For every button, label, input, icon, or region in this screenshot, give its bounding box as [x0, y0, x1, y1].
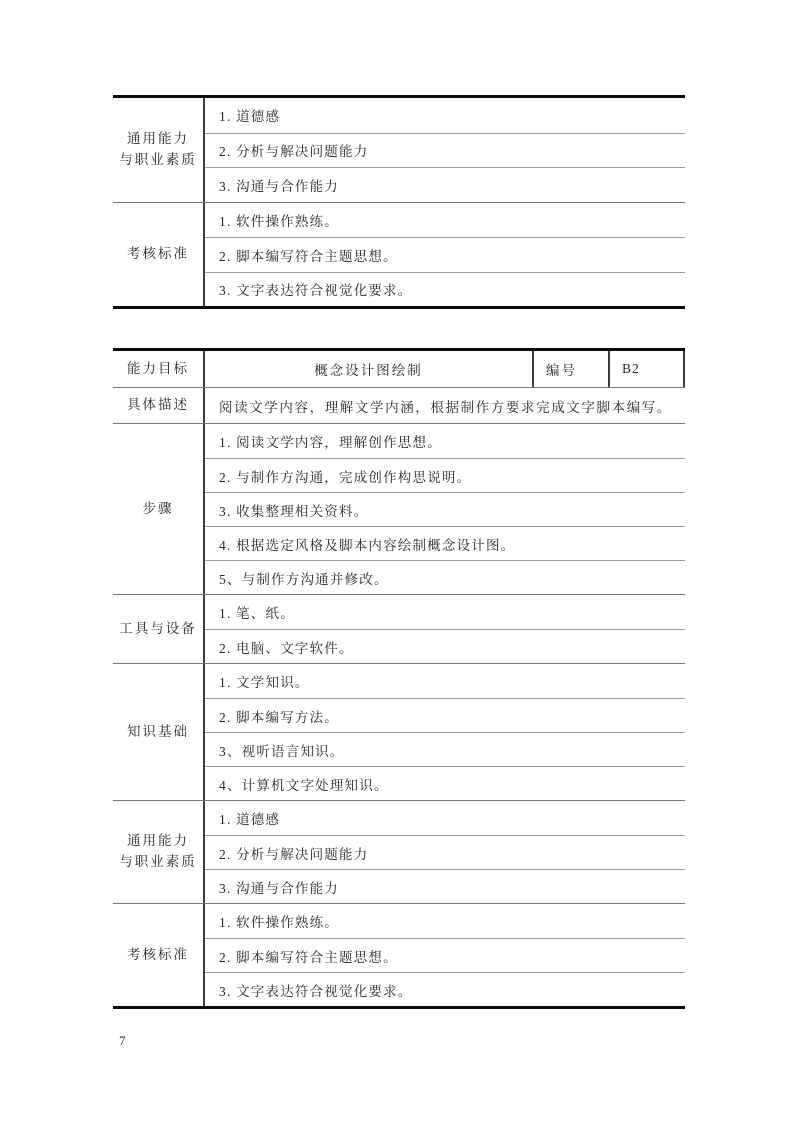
row-label-line: 步骤 [142, 500, 174, 516]
row-label-assessment-criteria [113, 904, 205, 1006]
row-label-line: 考核标准 [127, 245, 189, 261]
code-label: 编号 [532, 351, 608, 387]
row-items [205, 424, 685, 594]
row-group-assessment-criteria [113, 202, 685, 307]
row-items [205, 203, 685, 307]
list-item: 2. 分析与解决问题能力 [205, 133, 685, 168]
row-group-general-abilities [113, 98, 685, 202]
list-item: 4、计算机文字处理知识。 [205, 766, 685, 800]
ability-goal-label [113, 351, 205, 387]
row-group-steps [113, 423, 685, 594]
list-item: 3、视听语言知识。 [205, 732, 685, 766]
code-value: B2 [608, 351, 685, 387]
list-item: 3. 收集整理相关资料。 [205, 492, 685, 526]
row-label-assessment-criteria [113, 203, 205, 307]
list-item: 3. 沟通与合作能力 [205, 167, 685, 202]
description-text: 阅读文学内容，理解文学内涵，根据制作方要求完成文字脚本编写。 [219, 399, 672, 415]
list-item: 2. 与制作方沟通，完成创作构思说明。 [205, 458, 685, 492]
list-item: 1. 软件操作熟练。 [219, 915, 339, 930]
list-item: 1. 道德感 [219, 109, 281, 125]
row-label-line: 与职业素质 [119, 854, 197, 869]
competency-table-b2 [113, 348, 685, 1009]
row-label-steps [113, 424, 205, 594]
ability-goal-title: 概念设计图绘制 [314, 363, 423, 378]
list-item: 1. 道德感 [219, 812, 281, 827]
row-items [205, 801, 685, 903]
list-item: 3. 文字表达符合视觉化要求。 [205, 272, 685, 307]
row-label-line: 具体描述 [127, 397, 189, 413]
list-item: 5、与制作方沟通并修改。 [205, 560, 685, 594]
row-label-general-abilities [113, 98, 205, 202]
list-item: 2. 脚本编写符合主题思想。 [205, 237, 685, 272]
row-group-assessment-criteria [113, 903, 685, 1006]
table-header-row [113, 351, 685, 387]
list-item: 1. 软件操作熟练。 [219, 213, 339, 229]
row-items [205, 664, 685, 800]
list-item: 1. 文学知识。 [219, 675, 310, 690]
row-group-tools-equipment [113, 594, 685, 663]
row-label-tools-equipment [113, 595, 205, 663]
row-group-knowledge-base [113, 663, 685, 800]
page-number: 7 [119, 1033, 126, 1048]
row-label-line: 考核标准 [127, 946, 189, 962]
row-label-line: 通用能力 [127, 130, 189, 146]
competency-table-continued [113, 95, 685, 309]
row-label-line: 工具与设备 [119, 620, 197, 636]
list-item: 2. 脚本编写符合主题思想。 [205, 938, 685, 972]
list-item: 2. 分析与解决问题能力 [205, 835, 685, 869]
list-item: 2. 脚本编写方法。 [205, 698, 685, 732]
list-item: 4. 根据选定风格及脚本内容绘制概念设计图。 [205, 526, 685, 560]
description-label [113, 388, 205, 423]
row-items [205, 904, 685, 1006]
list-item: 1. 阅读文学内容，理解创作思想。 [219, 435, 442, 450]
row-label-line: 能力目标 [127, 360, 189, 376]
row-label-knowledge-base [113, 664, 205, 800]
row-label-line: 与职业素质 [119, 151, 197, 167]
row-group-general-abilities [113, 800, 685, 903]
list-item: 3. 文字表达符合视觉化要求。 [205, 972, 685, 1006]
list-item: 1. 笔、纸。 [219, 606, 295, 621]
row-label-general-abilities [113, 801, 205, 903]
row-label-line: 通用能力 [127, 833, 189, 849]
list-item: 3. 沟通与合作能力 [205, 869, 685, 903]
description-row [113, 387, 685, 423]
row-items [205, 595, 685, 663]
row-label-line: 知识基础 [127, 723, 189, 739]
row-items [205, 98, 685, 202]
list-item: 2. 电脑、文字软件。 [205, 629, 685, 663]
